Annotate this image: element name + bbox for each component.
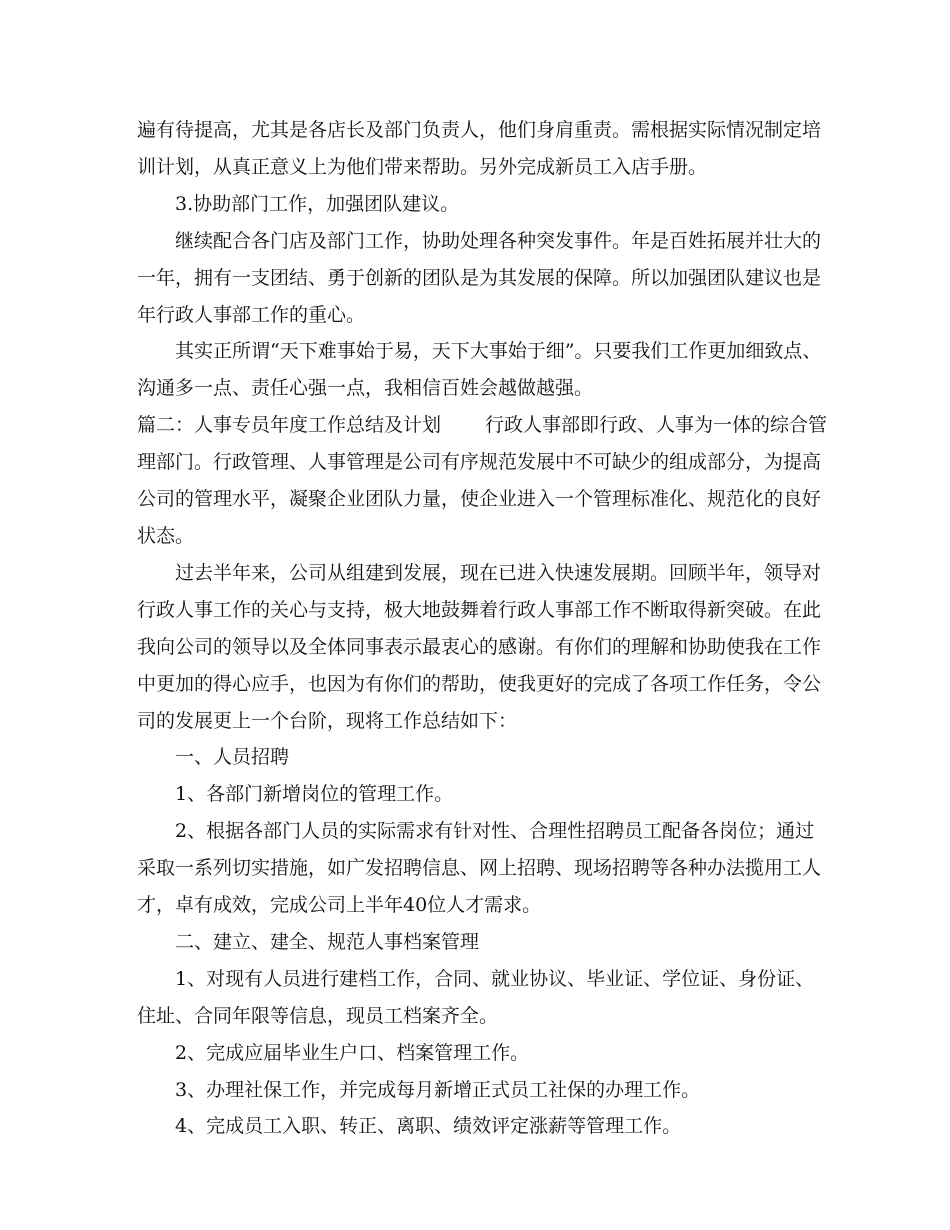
text-line: 才，卓有成效，完成公司上半年40位人才需求。 xyxy=(137,894,542,917)
text-line: 过去半年来，公司从组建到发展，现在已进入快速发展期。回顾半年，领导对 xyxy=(175,561,822,584)
text-line xyxy=(137,407,828,444)
text-line: 状态。 xyxy=(137,524,195,547)
text-line: 年行政人事部工作的重心。 xyxy=(137,303,366,326)
paragraph xyxy=(137,223,825,334)
text-line: 采取一系列切实措施，如广发招聘信息、网上招聘、现场招聘等各种办法揽用工人 xyxy=(137,857,822,880)
paragraph xyxy=(137,924,825,961)
text-line: 其实正所谓“天下难事始于易，天下大事始于细”。只要我们工作更加细致点、 xyxy=(175,340,822,363)
text-line: 中更加的得心应手，也因为有你们的帮助，使我更好的完成了各项工作任务，令公 xyxy=(137,672,822,695)
text-line: 公司的管理水平，凝聚企业团队力量，使企业进入一个管理标准化、规范化的良好 xyxy=(137,488,822,511)
text-line: 训计划，从真正意义上为他们带来帮助。另外完成新员工入店手册。 xyxy=(137,155,708,178)
document-body xyxy=(137,112,828,1145)
text-line: 住址、合同年限等信息，现员工档案齐全。 xyxy=(137,1004,499,1027)
paragraph xyxy=(137,739,825,776)
paragraph xyxy=(137,1035,825,1072)
paragraph xyxy=(137,333,825,407)
text-line: 继续配合各门店及部门工作，协助处理各种突发事件。年是百姓拓展并壮大的 xyxy=(175,229,822,252)
text-line: 遍有待提高，尤其是各店长及部门负责人，他们身肩重责。需根据实际情况制定培 xyxy=(137,119,822,141)
section-heading: 篇二：人事专员年度工作总结及计划 xyxy=(137,414,442,437)
paragraph xyxy=(137,112,825,186)
text-line: 我向公司的领导以及全体同事表示最衷心的感谢。有你们的理解和协助使我在工作 xyxy=(137,635,822,658)
paragraph xyxy=(137,813,825,924)
paragraph xyxy=(137,776,825,813)
text-line: 3.协助部门工作，加强团队建议。 xyxy=(175,192,460,215)
paragraph xyxy=(137,961,825,1035)
paragraph xyxy=(137,186,825,223)
text-line: 2、完成应届毕业生户口、档案管理工作。 xyxy=(175,1041,530,1064)
paragraph xyxy=(137,1108,825,1145)
text-fragment: 行政人事部即行政、人事为一体的综合管 xyxy=(485,414,828,437)
text-line: 行政人事工作的关心与支持，极大地鼓舞着行政人事部工作不断取得新突破。在此 xyxy=(137,598,822,621)
text-line: 1、对现有人员进行建档工作，合同、就业协议、毕业证、学位证、身份证、 xyxy=(175,967,815,990)
paragraph xyxy=(137,1072,825,1109)
text-line: 沟通多一点、责任心强一点，我相信百姓会越做越强。 xyxy=(137,377,594,400)
text-line: 3、办理社保工作，并完成每月新增正式员工社保的办理工作。 xyxy=(175,1078,701,1101)
text-line: 理部门。行政管理、人事管理是公司有序规范发展中不可缺少的组成部分，为提高 xyxy=(137,451,822,474)
section-heading-paragraph xyxy=(137,407,828,555)
text-line: 1、各部门新增岗位的管理工作。 xyxy=(175,783,454,806)
text-line: 二、建立、建全、规范人事档案管理 xyxy=(175,930,480,953)
text-line: 一年，拥有一支团结、勇于创新的团队是为其发展的保障。所以加强团队建议也是 xyxy=(137,266,822,289)
text-line: 4、完成员工入职、转正、离职、绩效评定涨薪等管理工作。 xyxy=(175,1115,682,1138)
paragraph xyxy=(137,555,825,740)
text-line: 一、人员招聘 xyxy=(175,746,290,769)
text-line: 司的发展更上一个台阶，现将工作总结如下： xyxy=(137,709,518,732)
text-line: 2、根据各部门人员的实际需求有针对性、合理性招聘员工配备各岗位；通过 xyxy=(175,820,815,843)
